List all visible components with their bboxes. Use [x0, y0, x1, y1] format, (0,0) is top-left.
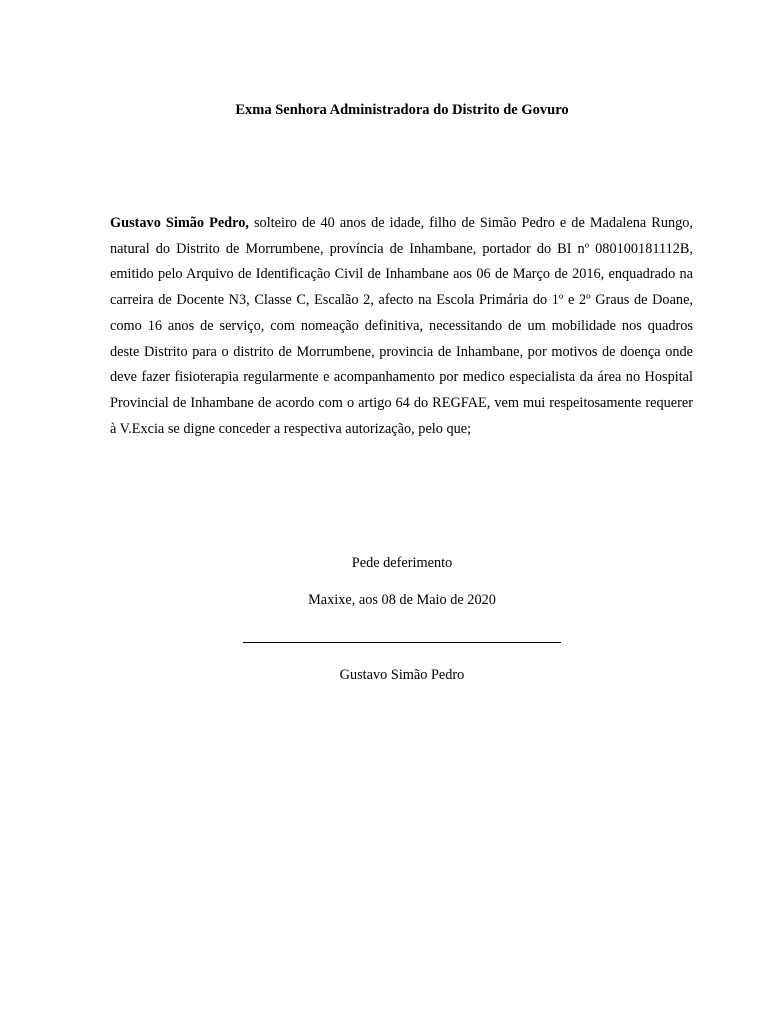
signer-name: Gustavo Simão Pedro: [339, 667, 465, 683]
petitioner-name: Gustavo Simão Pedro,: [110, 215, 249, 231]
signature-line: [243, 642, 561, 643]
request-line: Pede deferimento: [351, 555, 453, 571]
petition-text: solteiro de 40 anos de idade, filho de Simão Pedro e de Madalena Rungo, natural do Distrito de Morrumbene, província de Inhambane, portador do BI nº 080100181112B, emitido pelo Arquivo de Identificação Civil de Inhambane aos 06 de Março de 2016, enquadrado na carreira de Docente N3, Classe C, Escalão 2, afecto na Escola Primária do 1º e 2º Graus de Doane, como 16 anos de serviço, com nomeação definitiva, necessitando de um mobilidade nos quadros deste Distrito para o distrito de Morrumbene, provincia de Inhambane, por motivos de doença onde deve fazer fisioterapia regularmente e acompanhamento por medico especialista da área no Hospital Provincial de Inhambane de acordo com o artigo 64 do REGFAE, vem mui respeitosamente requerer à V.Excia se digne conceder a respectiva autorização, pelo que;: [110, 215, 693, 437]
place-date-line: Maxixe, aos 08 de Maio de 2020: [308, 592, 496, 608]
document-heading: Exma Senhora Administradora do Distrito de Govuro: [235, 102, 569, 118]
petition-body: [110, 211, 693, 442]
